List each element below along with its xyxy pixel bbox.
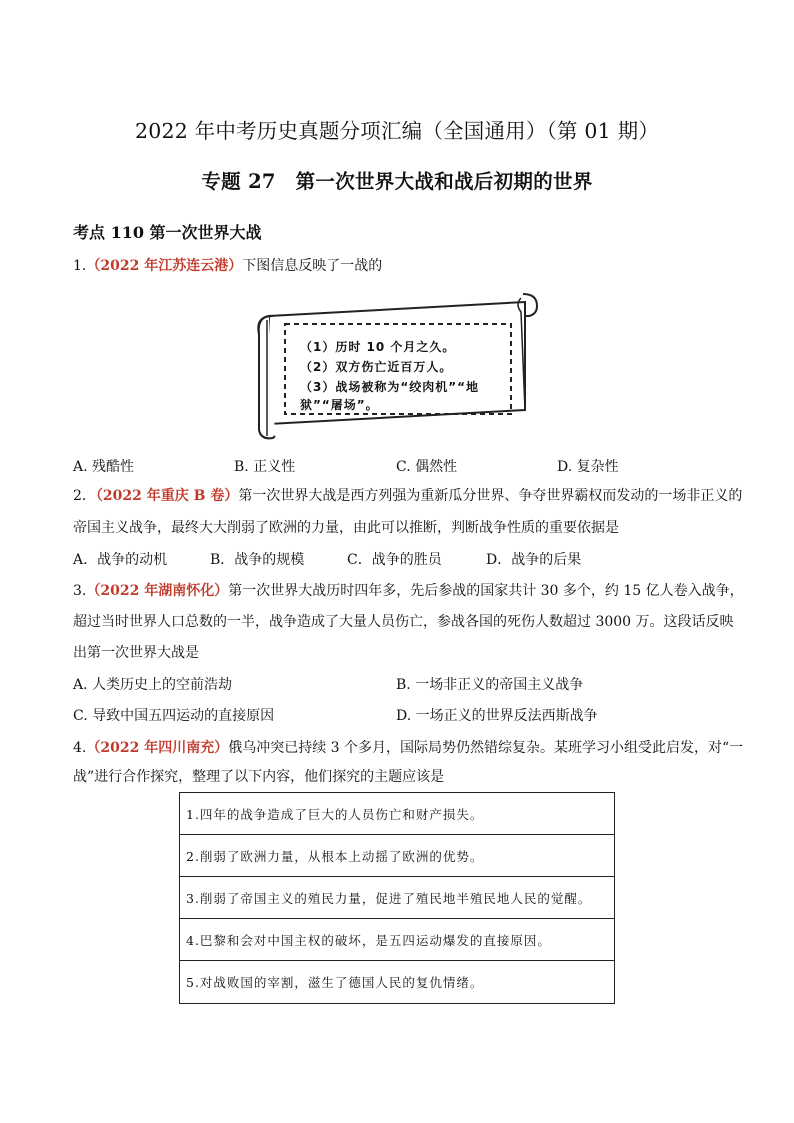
question-3-stem xyxy=(73,581,744,601)
table-row: 1.四年的战争造成了巨大的人员伤亡和财产损失。 xyxy=(180,793,614,835)
question-source: （2022 年重庆 B 卷） xyxy=(95,488,239,504)
question-number: 3. xyxy=(73,583,87,599)
question-number: 1. xyxy=(73,258,87,274)
question-number: 2． xyxy=(73,488,96,504)
question-text: 俄乌冲突已持续 3 个多月，国际局势仍然错综复杂。某班学习小组受此启发，对“一 xyxy=(228,740,744,756)
table-row: 5.对战败国的宰割，滋生了德国人民的复仇情绪。 xyxy=(186,975,484,990)
question-4-stem xyxy=(73,738,743,758)
question-text: 第一次世界大战历时四年多，先后参战的国家共计 30 多个，约 15 亿人卷入战争， xyxy=(228,583,744,599)
q3-option-a[interactable]: A. 人类历史上的空前浩劫 xyxy=(73,677,233,693)
q1-option-c[interactable]: C. 偶然性 xyxy=(396,459,458,475)
scroll-line-1: （1）历时 10 个月之久。 xyxy=(300,340,456,354)
q3-option-d[interactable]: D. 一场正义的世界反法西斯战争 xyxy=(396,708,598,724)
table-row: 2.削弱了欧洲力量，从根本上动摇了欧洲的优势。 xyxy=(180,835,614,877)
question-text: 第一次世界大战是西方列强为重新瓜分世界、争夺世界霸权而发动的一场非正义的 xyxy=(238,488,743,504)
question-text: 下图信息反映了一战的 xyxy=(242,258,383,274)
q2-option-c[interactable]: C．战争的胜员 xyxy=(347,552,442,568)
q3-option-b[interactable]: B. 一场非正义的帝国主义战争 xyxy=(396,677,584,693)
scroll-line-2: （2）双方伤亡近百万人。 xyxy=(300,360,453,374)
q1-option-a[interactable]: A. 残酷性 xyxy=(73,459,135,475)
q1-option-d[interactable]: D. 复杂性 xyxy=(557,459,619,475)
question-number: 4. xyxy=(73,740,87,756)
table-row: 3.削弱了帝国主义的殖民力量，促进了殖民地半殖民地人民的觉醒。 xyxy=(180,877,614,919)
page-subtitle: 专题 27 第一次世界大战和战后初期的世界 xyxy=(201,170,593,193)
question-4-stem-cont: 战”进行合作探究，整理了以下内容，他们探究的主题应该是 xyxy=(73,769,445,785)
q1-option-b[interactable]: B. 正义性 xyxy=(234,459,296,475)
question-source: （2022 年江苏连云港） xyxy=(86,258,243,274)
q2-option-b[interactable]: B．战争的规模 xyxy=(210,552,305,568)
q4-content-table xyxy=(179,792,615,1004)
question-3-stem-cont-1: 超过当时世界人口总数的一半，战争造成了大量人员伤亡，参战各国的死伤人数超过 3000 万。这段话反映 xyxy=(73,614,734,630)
question-source: （2022 年湖南怀化） xyxy=(86,583,229,599)
scroll-line-3: （3）战场被称为“绞肉机”“地 xyxy=(300,380,480,394)
page-title: 2022 年中考历史真题分项汇编（全国通用）（第 01 期） xyxy=(134,119,660,143)
question-1-stem xyxy=(73,256,382,276)
table-row: 4.巴黎和会对中国主权的破坏，是五四运动爆发的直接原因。 xyxy=(180,919,614,961)
question-source: （2022 年四川南充） xyxy=(86,740,229,756)
question-2-stem xyxy=(73,486,742,506)
question-2-stem-cont: 帝国主义战争，最终大大削弱了欧洲的力量，由此可以推断，判断战争性质的重要依据是 xyxy=(73,520,619,536)
q2-option-d[interactable]: D．战争的后果 xyxy=(486,552,582,568)
q3-option-c[interactable]: C. 导致中国五四运动的直接原因 xyxy=(73,708,275,724)
q2-option-a[interactable]: A．战争的动机 xyxy=(73,552,168,568)
scroll-line-4: 狱”“屠场”。 xyxy=(300,398,379,412)
section-heading: 考点 110 第一次世界大战 xyxy=(73,223,262,242)
question-3-stem-cont-2: 出第一次世界大战是 xyxy=(73,645,199,661)
